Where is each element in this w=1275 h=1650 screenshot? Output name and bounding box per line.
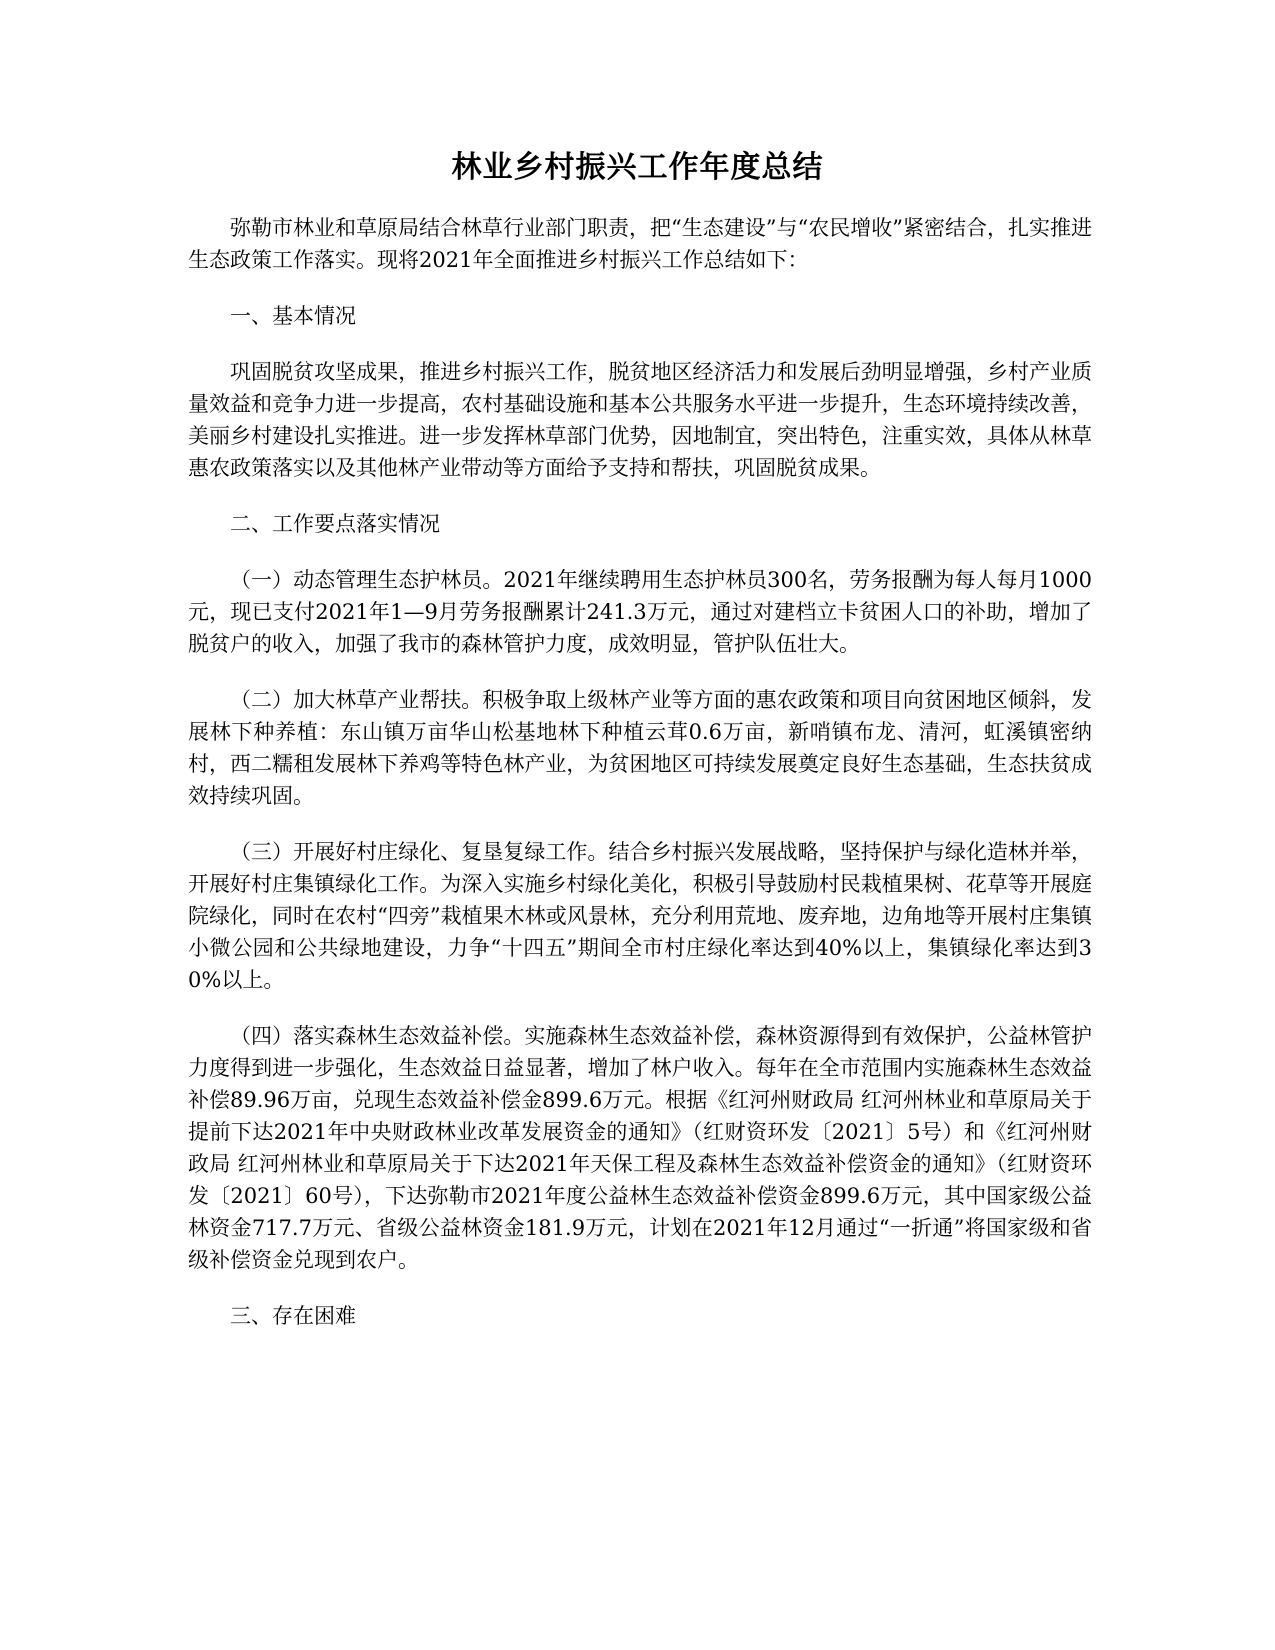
work-item-eco-compensation: （四）落实森林生态效益补偿。实施森林生态效益补偿，森林资源得到有效保护，公益林管护力度得到进一步强化，生态效益日益显著，增加了林户收入。每年在全市范围内实施森林生态效益补偿89.96万亩，兑现生态效益补偿金899.6万元。根据《红河州财政局 红河州林业和草原局关于提前下达2021年中央财政林业改革发展资金的通知》（红财资环发〔2021〕5号）和《红河州财政局 红河州林业和草原局关于下达2021年天保工程及森林生态效益补偿资金的通知》（红财资环发〔2021〕60号），下达弥勒市2021年度公益林生态效益补偿资金899.6万元，其中国家级公益林资金717.7万元、省级公益林资金181.9万元，计划在2021年12月通过“一折通”将国家级和省级补偿资金兑现到农户。 <box>188 1024 1092 1272</box>
work-item-industry-support: （二）加大林草产业帮扶。积极争取上级林产业等方面的惠农政策和项目向贫困地区倾斜，发展林下种养植：东山镇万亩华山松基地林下种植云茸0.6万亩，新哨镇布龙、清河，虹溪镇密纳村，西二糯租发展林下养鸡等特色林产业，为贫困地区可持续发展奠定良好生态基础，生态扶贫成效持续巩固。 <box>188 688 1092 808</box>
basic-situation-paragraph: 巩固脱贫攻坚成果，推进乡村振兴工作，脱贫地区经济活力和发展后劲明显增强，乡村产业质量效益和竞争力进一步提高，农村基础设施和基本公共服务水平进一步提升，生态环境持续改善，美丽乡村建设扎实推进。进一步发挥林草部门优势，因地制宜，突出特色，注重实效，具体从林草惠农政策落实以及其他林产业带动等方面给予支持和帮扶，巩固脱贫成果。 <box>188 360 1092 480</box>
section-heading-work-points: 二、工作要点落实情况 <box>230 512 440 536</box>
work-item-village-greening: （三）开展好村庄绿化、复垦复绿工作。结合乡村振兴发展战略，坚持保护与绿化造林并举，开展好村庄集镇绿化工作。为深入实施乡村绿化美化，积极引导鼓励村民栽植果树、花草等开展庭院绿化，同时在农村“四旁”栽植果木林或风景林，充分利用荒地、废弃地，边角地等开展村庄集镇小微公园和公共绿地建设，力争“十四五”期间全市村庄绿化率达到40%以上，集镇绿化率达到30%以上。 <box>188 840 1092 992</box>
section-heading-basic-situation: 一、基本情况 <box>230 304 356 328</box>
section-heading-difficulties: 三、存在困难 <box>230 1304 356 1328</box>
intro-paragraph: 弥勒市林业和草原局结合林草行业部门职责，把“生态建设”与“农民增收”紧密结合，扎实推进生态政策工作落实。现将2021年全面推进乡村振兴工作总结如下： <box>188 216 1092 272</box>
document-title: 林业乡村振兴工作年度总结 <box>451 150 824 185</box>
document-body <box>188 212 1092 1356</box>
work-item-forest-rangers: （一）动态管理生态护林员。2021年继续聘用生态护林员300名，劳务报酬为每人每月1000元，现已支付2021年1—9月劳务报酬累计241.3万元，通过对建档立卡贫困人口的补助，增加了脱贫户的收入，加强了我市的森林管护力度，成效明显，管护队伍壮大。 <box>188 568 1092 656</box>
